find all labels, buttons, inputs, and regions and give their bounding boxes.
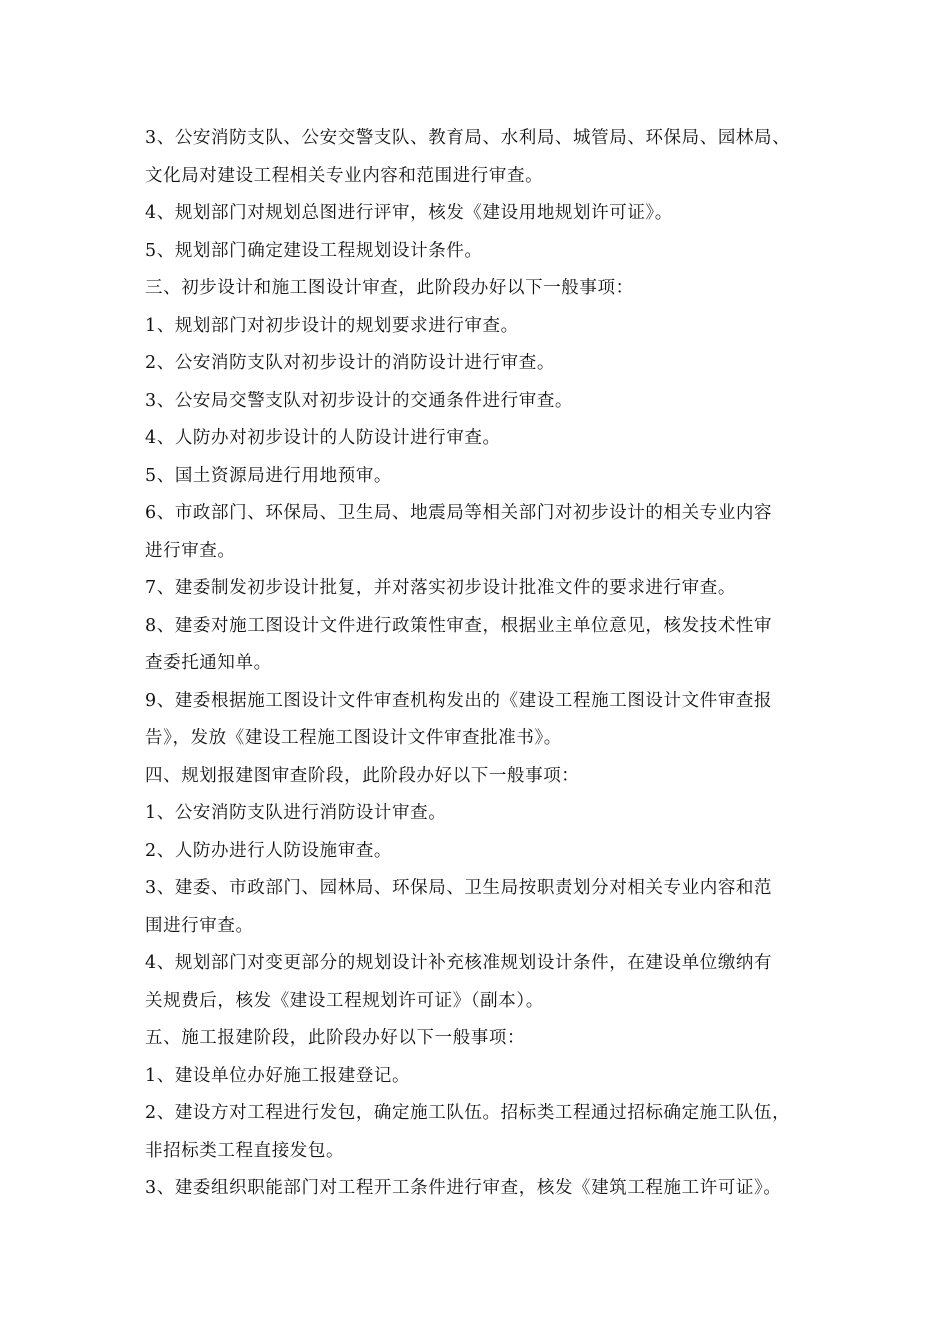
section-heading: 三、初步设计和施工图设计审查，此阶段办好以下一般事项： [145,278,634,298]
text-line: 2、人防办进行人防设施审查。 [145,840,393,861]
text-line: 5、国土资源局进行用地预审。 [145,465,393,486]
text-line: 关规费后，核发《建设工程规划许可证》（副本）。 [145,990,544,1011]
text-line: 3、建委、市政部门、园林局、环保局、卫生局按职责划分对相关专业内容和范 [145,878,773,898]
text-line: 7、建委制发初步设计批复，并对落实初步设计批准文件的要求进行审查。 [145,578,736,598]
text-line: 查委托通知单。 [145,653,272,673]
text-line: 1、公安消防支队进行消防设计审查。 [145,803,447,823]
document-body [145,120,825,1208]
text-line: 围进行审查。 [145,915,254,936]
text-line: 进行审查。 [145,540,236,561]
text-line: 1、建设单位办好施工报建登记。 [145,1065,411,1086]
text-line: 5、规划部门确定建设工程规划设计条件。 [145,240,483,261]
text-line: 1、规划部门对初步设计的规划要求进行审查。 [145,315,519,336]
text-line: 3、公安局交警支队对初步设计的交通条件进行审查。 [145,390,574,411]
text-line: 文化局对建设工程相关专业内容和范围进行审查。 [145,165,544,186]
text-line: 告》，发放《建设工程施工图设计文件审查批准书》。 [145,728,562,748]
text-line: 4、人防办对初步设计的人防设计进行审查。 [145,428,501,448]
text-line: 2、建设方对工程进行发包，确定施工队伍。招标类工程通过招标确定施工队伍， [145,1103,791,1123]
text-line: 4、规划部门对变更部分的规划设计补充核准规划设计条件，在建设单位缴纳有 [145,953,773,973]
text-line: 2、公安消防支队对初步设计的消防设计进行审查。 [145,353,555,373]
text-line: 3、建委组织职能部门对工程开工条件进行审查，核发《建筑工程施工许可证》。 [145,1178,782,1198]
text-line: 9、建委根据施工图设计文件审查机构发出的《建设工程施工图设计文件审查报 [145,690,773,711]
text-line: 6、市政部门、环保局、卫生局、地震局等相关部门对初步设计的相关专业内容 [145,503,773,523]
section-heading: 五、施工报建阶段，此阶段办好以下一般事项： [145,1028,526,1048]
section-heading: 四、规划报建图审查阶段，此阶段办好以下一般事项： [145,765,580,786]
text-line: 4、规划部门对规划总图进行评审，核发《建设用地规划许可证》。 [145,203,673,223]
text-line: 3、公安消防支队、公安交警支队、教育局、水利局、城管局、环保局、园林局、 [145,128,791,148]
text-line: 非招标类工程直接发包。 [145,1140,345,1161]
text-line: 8、建委对施工图设计文件进行政策性审查，根据业主单位意见，核发技术性审 [145,615,773,636]
